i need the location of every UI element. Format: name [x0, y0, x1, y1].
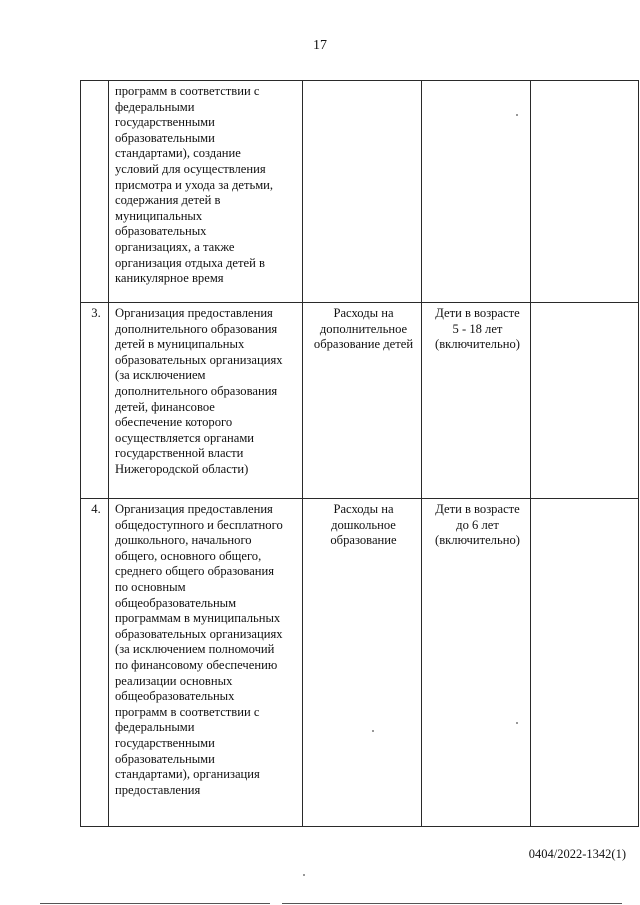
table-row: [81, 499, 639, 827]
extra-cell: [531, 499, 639, 827]
table-row: [81, 81, 639, 303]
description-cell: [109, 499, 303, 827]
row-number: 4.: [91, 502, 101, 516]
row-age: Дети в возрасте 5 - 18 лет (включительно): [435, 306, 520, 352]
description-cell: [109, 303, 303, 499]
page-number: 17: [313, 38, 327, 53]
row-number-cell: [81, 499, 109, 827]
row-expenses: Расходы на дошкольное образование: [330, 502, 397, 548]
row-number: 3.: [91, 306, 101, 320]
expenses-cell: [303, 499, 422, 827]
municipal-powers-table: [80, 80, 639, 827]
scan-speck: [372, 730, 374, 732]
footer-divider: [40, 903, 270, 904]
scan-speck: [516, 722, 518, 724]
row-description: программ в соответствии с федеральными государственными образовательными стандартами), создание условий для осуществления присмотра и ухода за детьми, содержания детей в муниципальных образовательных организациях, а также организация отдыха детей в каникулярное время: [115, 84, 274, 286]
expenses-cell: [303, 81, 422, 303]
scan-speck: [516, 114, 518, 116]
expenses-cell: [303, 303, 422, 499]
age-cell: [422, 499, 531, 827]
age-cell: [422, 81, 531, 303]
row-expenses: Расходы на дополнительное образование детей: [313, 306, 414, 352]
age-cell: [422, 303, 531, 499]
row-number-cell: [81, 303, 109, 499]
extra-cell: [531, 303, 639, 499]
table-row: [81, 303, 639, 499]
scan-speck: [303, 874, 305, 876]
document-code: 0404/2022-1342(1): [528, 847, 626, 861]
extra-cell: [531, 81, 639, 303]
row-description: Организация предоставления общедоступного и бесплатного дошкольного, начального общего, основного общего, среднего общего образования по основным общеобразовательным программам в муниципальных образовательных организациях (за исключением полномочий по финансовому обеспечению реализации основных общеобразовательных программ в соответствии с федеральными государственными образовательными стандартами), организация предоставления: [115, 502, 283, 797]
description-cell: [109, 81, 303, 303]
footer-divider: [282, 903, 622, 904]
row-description: Организация предоставления дополнительного образования детей в муниципальных образовательных организациях (за исключением дополнительного образования детей, финансовое обеспечение которого осуществляется органами государственной власти Нижегородской области): [115, 306, 283, 476]
row-age: Дети в возрасте до 6 лет (включительно): [435, 502, 520, 548]
row-number-cell: [81, 81, 109, 303]
